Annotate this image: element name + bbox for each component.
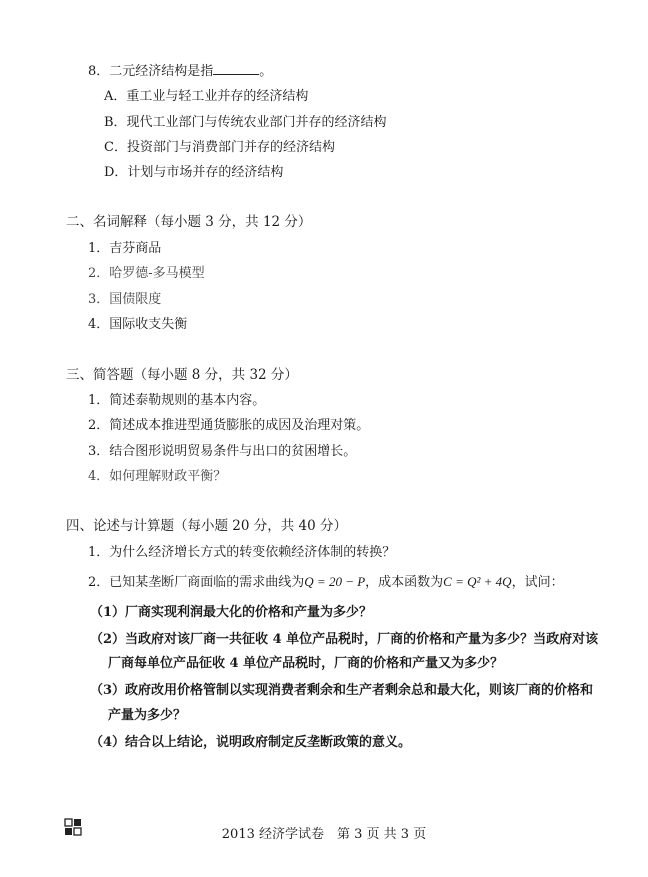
q2-sub-2-cont: 厂商每单位产品征收 4 单位产品税时，厂商的价格和产量又为多少？ xyxy=(108,656,504,671)
page-footer: 2013 经济学试卷 第 3 页 共 3 页 xyxy=(221,827,427,842)
section4-question-1: 1．为什么经济增长方式的转变依赖经济体制的转换？ xyxy=(88,545,396,560)
section2-item-3: 3．国债限度 xyxy=(88,292,162,307)
section3-item-2: 2．简述成本推进型通货膨胀的成因及治理对策。 xyxy=(88,418,370,433)
section2-item-2: 2．哈罗德-多马模型 xyxy=(88,266,205,281)
section2-title: 二、名词解释（每小题 3 分，共 12 分） xyxy=(66,214,312,230)
demand-function: Q = 20 − P xyxy=(304,574,366,589)
q2-prefix: 2．已知某垄断厂商面临的需求曲线为 xyxy=(88,575,305,590)
section3-item-1: 1．简述泰勒规则的基本内容。 xyxy=(88,393,266,408)
q8-option-d: D．计划与市场并存的经济结构 xyxy=(104,165,284,180)
q2-sub-2: （2）当政府对该厂商一共征收 4 单位产品税时，厂商的价格和产量为多少？当政府对该 xyxy=(90,632,599,647)
q2-sub-4: （4）结合以上结论，说明政府制定反垄断政策的意义。 xyxy=(90,735,412,750)
q2-sub-3: （3）政府改用价格管制以实现消费者剩余和生产者剩余总和最大化，则该厂商的价格和 xyxy=(90,683,594,698)
q2-sub-1: （1）厂商实现利润最大化的价格和产量为多少？ xyxy=(90,605,373,620)
section2-item-4: 4．国际收支失衡 xyxy=(88,317,188,332)
q8-answer-blank xyxy=(213,62,259,75)
section3-item-4: 4．如何理解财政平衡？ xyxy=(88,469,227,484)
q8-option-b: B．现代工业部门与传统农业部门并存的经济结构 xyxy=(104,115,387,130)
q2-sub-3-cont: 产量为多少？ xyxy=(108,708,187,723)
q2-suffix: ，试问： xyxy=(511,575,564,590)
section3-item-3: 3．结合图形说明贸易条件与出口的贫困增长。 xyxy=(88,444,357,459)
q8-stem xyxy=(88,62,272,81)
section4-question-2 xyxy=(88,573,564,592)
q8-option-a: A．重工业与轻工业并存的经济结构 xyxy=(104,89,309,104)
q8-option-c: C．投资部门与消费部门并存的经济结构 xyxy=(104,140,335,155)
q8-stem-suffix: 。 xyxy=(259,64,273,79)
section4-title: 四、论述与计算题（每小题 20 分，共 40 分） xyxy=(66,518,348,534)
q8-stem-prefix: 8．二元经济结构是指 xyxy=(88,64,214,79)
section3-title: 三、简答题（每小题 8 分，共 32 分） xyxy=(66,367,298,383)
cost-function: C = Q² + 4Q xyxy=(443,574,512,589)
section2-item-1: 1．吉芬商品 xyxy=(88,241,162,256)
q2-middle: ，成本函数为 xyxy=(365,575,444,590)
